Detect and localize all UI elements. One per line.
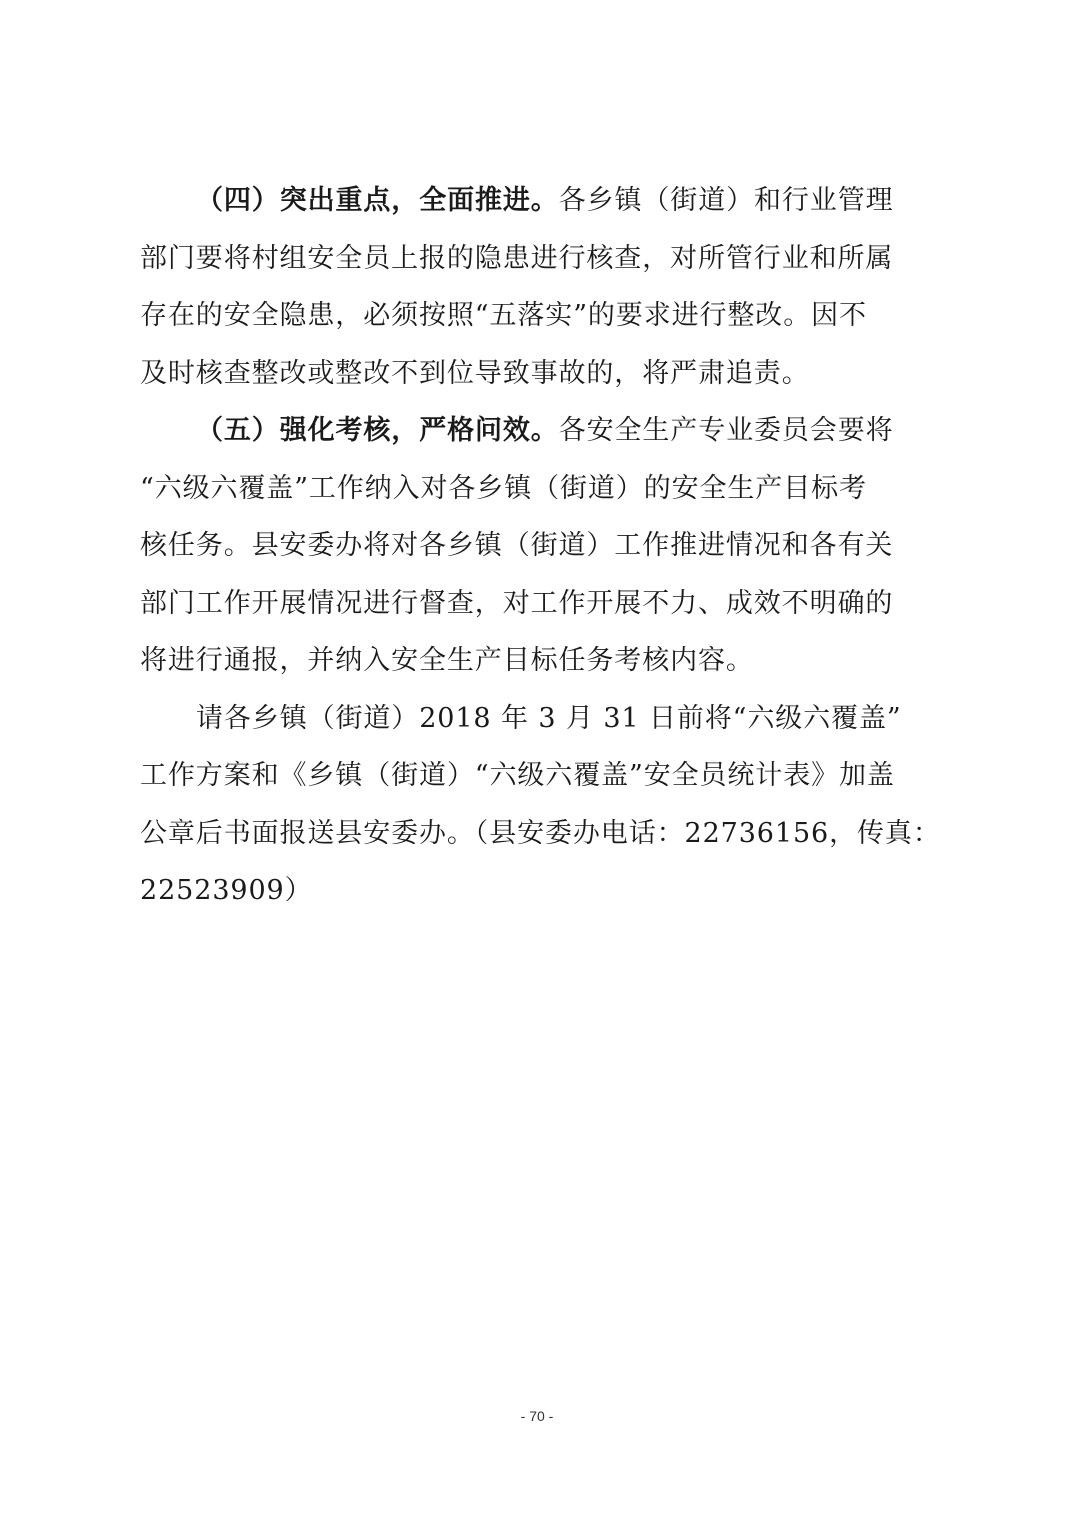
paragraph-5-line-4: 部门工作开展情况进行督查，对工作开展不力、成效不明确的 [140,587,894,619]
paragraph-5-line-5: 将进行通报，并纳入安全生产目标任务考核内容。 [140,645,754,676]
paragraph-5-heading: （五）强化考核，严格问效。 [196,415,559,446]
paragraph-4-text: 各乡镇（街道）和行业管理 [558,185,894,216]
paragraph-5-text: 各安全生产专业委员会要将 [558,415,894,446]
document-body [140,172,941,920]
paragraph-4-line-3: 存在的安全隐患，必须按照“五落实”的要求进行整改。因不 [140,300,867,331]
closing-paragraph-line-2: 工作方案和《乡镇（街道）“六级六覆盖”安全员统计表》加盖 [140,760,895,791]
closing-paragraph-line-3: 公章后书面报送县安委办。（县安委办电话：22736156，传真： [140,817,941,849]
closing-paragraph-line-1: 请各乡镇（街道）2018 年 3 月 31 日前将“六级六覆盖” [196,702,902,734]
paragraph-4-heading: （四）突出重点，全面推进。 [196,185,559,216]
page-number: - 70 - [520,1408,554,1424]
paragraph-5-line-2: “六级六覆盖”工作纳入对各乡镇（街道）的安全生产目标考 [140,472,867,504]
closing-paragraph-line-4: 22523909） [140,875,313,906]
paragraph-4-line-1 [140,172,932,230]
paragraph-4-line-2: 部门要将村组安全员上报的隐患进行核查，对所管行业和所属 [140,242,894,274]
paragraph-5-line-3: 核任务。县安委办将对各乡镇（街道）工作推进情况和各有关 [140,530,894,561]
paragraph-4-line-4: 及时核查整改或整改不到位导致事故的，将严肃追责。 [140,357,810,389]
paragraph-5-line-1 [140,402,932,460]
